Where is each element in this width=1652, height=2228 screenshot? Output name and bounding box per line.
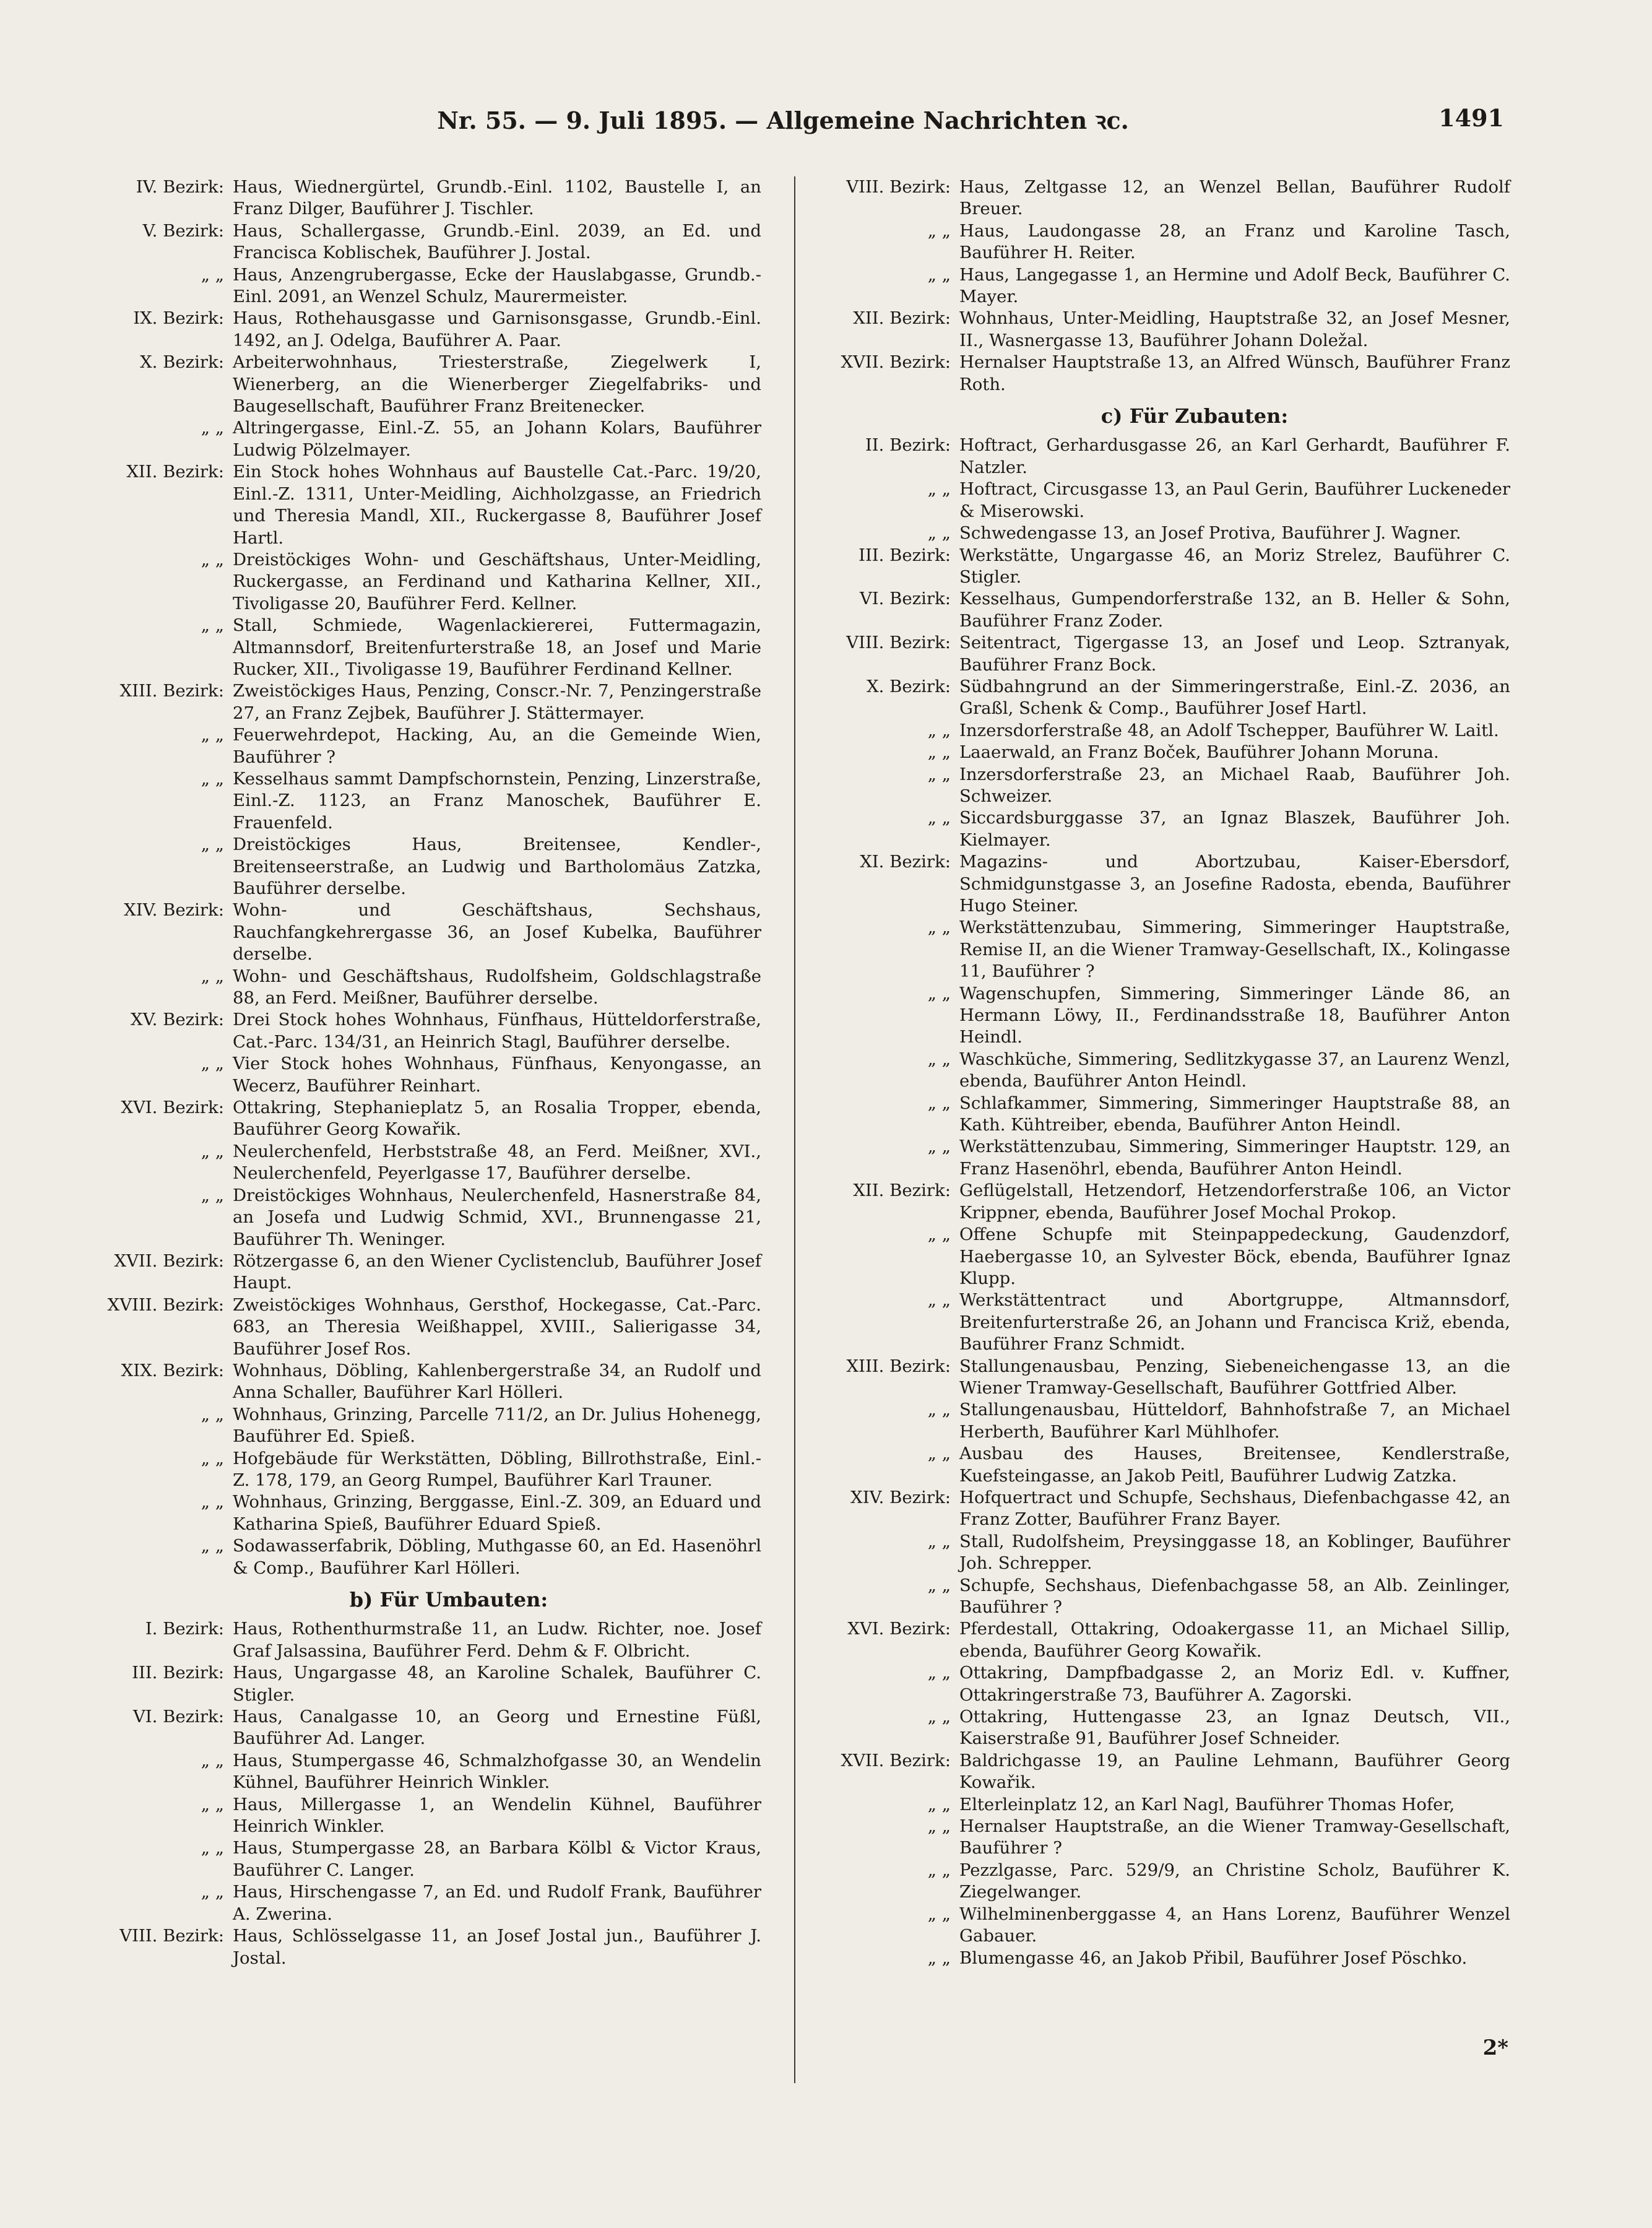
list-item xyxy=(805,676,1510,720)
list-item xyxy=(805,1443,1510,1487)
page-number: 1491 xyxy=(1438,104,1504,132)
entry-text: Haus, Laudongasse 28, an Franz und Karoline Tasch, Bauführer H. Reiter. xyxy=(959,220,1510,263)
district-label: „ „ xyxy=(201,264,224,285)
list-item xyxy=(805,479,1510,522)
district-label: „ „ xyxy=(927,720,951,740)
list-item xyxy=(805,1662,1510,1706)
list-item xyxy=(62,1294,761,1360)
district-label: „ „ xyxy=(201,725,224,745)
entry-text: Inzersdorferstraße 48, an Adolf Tschepper, Bauführer W. Laitl. xyxy=(959,720,1499,740)
district-label: „ „ xyxy=(927,1794,951,1814)
district-label: „ „ xyxy=(201,615,224,636)
header-title: Nr. 55. — 9. Juli 1895. — Allgemeine Nachrichten ⁠ꝛc. xyxy=(437,106,1129,134)
list-item xyxy=(62,1618,761,1662)
list-item xyxy=(62,1141,761,1185)
list-item xyxy=(805,588,1510,632)
entry-text: Werkstättentract und Abortgruppe, Altmannsdorf, Breitenfurterstraße 26, an Johann und Francisca Križ, ebenda, Bauführer Franz Schmidt. xyxy=(959,1290,1510,1355)
district-label: „ „ xyxy=(201,1141,224,1161)
list-item xyxy=(805,1180,1510,1224)
entry-text: Stallungenausbau, Hütteldorf, Bahnhofstraße 7, an Michael Herberth, Bauführer Karl Mühlhofer. xyxy=(959,1400,1510,1442)
entry-text: Pferdestall, Ottakring, Odoakergasse 11, an Michael Sillip, ebenda, Bauführer Georg Kowařik. xyxy=(959,1619,1510,1661)
list-item xyxy=(62,615,761,680)
list-item xyxy=(62,1053,761,1097)
district-label: „ „ xyxy=(927,1707,951,1727)
district-label: „ „ xyxy=(927,220,951,241)
district-label: XIII. Bezirk: xyxy=(119,681,224,701)
list-item xyxy=(62,1448,761,1492)
district-label: „ „ xyxy=(927,1137,951,1157)
entry-text: Wohnhaus, Unter-Meidling, Hauptstraße 32, an Josef Mesner, II., Wasnergasse 13, Bauführer Johann Doležal. xyxy=(959,308,1510,350)
entry-text: Magazins- und Abortzubau, Kaiser-Ebersdorf, Schmidgunstgasse 3, an Josefine Radosta, ebenda, Bauführer Hugo Steiner. xyxy=(959,852,1510,916)
district-label: „ „ xyxy=(201,834,224,855)
entry-text: Haus, Canalgasse 10, an Georg und Ernestine Füßl, Bauführer Ad. Langer. xyxy=(233,1707,761,1749)
list-item xyxy=(805,435,1510,479)
list-item xyxy=(805,720,1510,742)
district-label: XII. Bezirk: xyxy=(853,308,951,329)
entry-text: Schlafkammer, Simmering, Simmeringer Hauptstraße 88, an Kath. Kühtreiber, ebenda, Bauführer Anton Heindl. xyxy=(959,1093,1510,1135)
entry-text: Haus, Millergasse 1, an Wendelin Kühnel, Bauführer Heinrich Winkler. xyxy=(233,1794,761,1837)
entry-text: Haus, Rothehausgasse und Garnisonsgasse, Grundb.-Einl. 1492, an J. Odelga, Bauführer A. Paar. xyxy=(233,308,761,350)
district-label: II. Bezirk: xyxy=(865,435,951,456)
list-item xyxy=(805,917,1510,982)
entry-text: Dreistöckiges Wohnhaus, Neulerchenfeld, Hasnerstraße 84, an Josefa und Ludwig Schmid, XVI., Brunnengasse 21, Bauführer Th. Weninger. xyxy=(233,1185,761,1249)
list-item xyxy=(62,308,761,352)
list-item xyxy=(62,176,761,220)
list-item xyxy=(805,1487,1510,1531)
list-item xyxy=(805,1706,1510,1750)
district-label: „ „ xyxy=(927,1400,951,1420)
list-item xyxy=(805,1794,1510,1816)
list-item xyxy=(805,1399,1510,1443)
list-item xyxy=(62,1009,761,1053)
entry-text: Siccardsburggasse 37, an Ignaz Blaszek, Bauführer Joh. Kielmayer. xyxy=(959,808,1510,850)
list-item xyxy=(805,522,1510,544)
entry-text: Ottakring, Dampfbadgasse 2, an Moriz Edl. v. Kuffner, Ottakringerstraße 73, Bauführer A. Zagorski. xyxy=(959,1663,1510,1705)
district-label: „ „ xyxy=(201,1882,224,1902)
district-label: XVII. Bezirk: xyxy=(841,1750,951,1771)
entry-text: Hofquertract und Schupfe, Sechshaus, Diefenbachgasse 42, an Franz Zotter, Bauführer Franz Bayer. xyxy=(959,1487,1510,1530)
district-label: „ „ xyxy=(927,1860,951,1880)
district-label: „ „ xyxy=(927,1444,951,1464)
left-column xyxy=(62,176,761,1969)
list-item xyxy=(805,176,1510,220)
entry-text: Stallungenausbau, Penzing, Siebeneichengasse 13, an die Wiener Tramway-Gesellschaft, Bauführer Gottfried Alber. xyxy=(959,1356,1510,1398)
district-label: „ „ xyxy=(201,768,224,789)
entry-text: Seitentract, Tigergasse 13, an Josef und Leop. Sztranyak, Bauführer Franz Bock. xyxy=(959,633,1510,675)
entry-text: Dreistöckiges Haus, Breitensee, Kendler-, Breitenseerstraße, an Ludwig und Bartholomäus Zatzka, Bauführer derselbe. xyxy=(233,834,761,898)
entry-text: Geflügelstall, Hetzendorf, Hetzendorferstraße 106, an Victor Krippner, ebenda, Bauführer Josef Mochal Prokop. xyxy=(959,1181,1510,1223)
district-label: „ „ xyxy=(927,1575,951,1595)
list-item xyxy=(805,807,1510,851)
entry-text: Offene Schupfe mit Steinpappedeckung, Gaudenzdorf, Haebergasse 10, an Sylvester Böck, ebenda, Bauführer Ignaz Klupp. xyxy=(959,1225,1510,1288)
district-label: „ „ xyxy=(927,523,951,544)
district-label: „ „ xyxy=(201,1492,224,1512)
list-item xyxy=(805,220,1510,264)
list-item xyxy=(805,1224,1510,1290)
entry-text: Haus, Anzengrubergasse, Ecke der Hauslabgasse, Grundb.-Einl. 2091, an Wenzel Schulz, Maurermeister. xyxy=(233,264,761,307)
district-label: „ „ xyxy=(201,1750,224,1771)
district-label: XVII. Bezirk: xyxy=(841,352,951,373)
district-label: „ „ xyxy=(927,1663,951,1683)
page-header xyxy=(62,104,1504,147)
entry-text: Hofgebäude für Werkstätten, Döbling, Billrothstraße, Einl.-Z. 178, 179, an Georg Rumpel, Bauführer Karl Trauner. xyxy=(233,1448,761,1490)
entry-text: Pezzlgasse, Parc. 529/9, an Christine Scholz, Bauführer K. Ziegelwanger. xyxy=(959,1860,1510,1902)
list-item xyxy=(62,768,761,834)
entry-text: Südbahngrund an der Simmeringerstraße, Einl.-Z. 2036, an Graßl, Schenk & Comp., Bauführer Josef Hartl. xyxy=(959,676,1510,719)
entry-text: Werkstätte, Ungargasse 46, an Moriz Strelez, Bauführer C. Stigler. xyxy=(959,545,1510,587)
district-label: „ „ xyxy=(201,1185,224,1205)
entry-text: Blumengasse 46, an Jakob Přibil, Bauführer Josef Pöschko. xyxy=(959,1948,1468,1968)
entry-text: Baldrichgasse 19, an Pauline Lehmann, Bauführer Georg Kowařik. xyxy=(959,1750,1510,1793)
entry-text: Haus, Zeltgasse 12, an Wenzel Bellan, Bauführer Rudolf Breuer. xyxy=(959,177,1510,219)
list-item xyxy=(62,1251,761,1294)
entry-text: Sodawasserfabrik, Döbling, Muthgasse 60, an Ed. Hasenöhrl & Comp., Bauführer Karl Hölleri. xyxy=(233,1536,761,1578)
entry-text: Wagenschupfen, Simmering, Simmeringer Lände 86, an Hermann Löwy, II., Ferdinandsstraße 18, Bauführer Anton Heindl. xyxy=(959,983,1510,1047)
district-label: „ „ xyxy=(927,917,951,938)
district-label: X. Bezirk: xyxy=(867,676,951,696)
district-label: „ „ xyxy=(201,1054,224,1074)
entry-text: Arbeiterwohnhaus, Triesterstraße, Ziegelwerk I, Wienerberg, an die Wienerberger Ziegelfabriks- und Baugesellschaft, Bauführer Franz Breitenecker. xyxy=(233,352,761,417)
entry-text: Haus, Wiednergürtel, Grundb.-Einl. 1102, Baustelle I, an Franz Dilger, Bauführer J. Tischler. xyxy=(233,177,761,219)
list-item xyxy=(62,1404,761,1448)
district-label: V. Bezirk: xyxy=(142,220,224,241)
list-item xyxy=(62,352,761,417)
entry-text: Altringergasse, Einl.-Z. 55, an Johann Kolars, Bauführer Ludwig Pölzelmayer. xyxy=(233,418,761,460)
column-divider xyxy=(794,176,795,2083)
section-heading: c) Für Zubauten: xyxy=(1101,404,1289,428)
entry-text: Waschküche, Simmering, Sedlitzkygasse 37, an Laurenz Wenzl, ebenda, Bauführer Anton Heindl. xyxy=(959,1049,1510,1091)
entry-text: Zweistöckiges Wohnhaus, Gersthof, Hockegasse, Cat.-Parc. 683, an Theresia Weißhappel, XVIII., Salierigasse 34, Bauführer Josef Ros. xyxy=(233,1294,761,1359)
list-item xyxy=(805,851,1510,917)
district-label: „ „ xyxy=(201,1404,224,1424)
list-item xyxy=(805,742,1510,763)
entry-text: Elterleinplatz 12, an Karl Nagl, Bauführer Thomas Hofer, xyxy=(959,1794,1455,1814)
district-label: XV. Bezirk: xyxy=(131,1010,224,1030)
list-item xyxy=(805,1049,1510,1093)
district-label: XII. Bezirk: xyxy=(853,1181,951,1201)
district-label: „ „ xyxy=(201,966,224,986)
entry-text: Haus, Rothenthurmstraße 11, an Ludw. Richter, noe. Josef Graf Jalsassina, Bauführer Ferd. Dehm & F. Olbricht. xyxy=(233,1619,761,1661)
district-label: III. Bezirk: xyxy=(132,1663,224,1683)
list-item xyxy=(62,1925,761,1969)
list-item xyxy=(805,1093,1510,1137)
entry-text: Haus, Schlösselgasse 11, an Josef Jostal jun., Bauführer J. Jostal. xyxy=(233,1926,761,1968)
entry-text: Feuerwehrdepot, Hacking, Au, an die Gemeinde Wien, Bauführer ? xyxy=(233,725,761,767)
district-label: XVIII. Bezirk: xyxy=(107,1294,224,1315)
district-label: „ „ xyxy=(201,1536,224,1556)
district-label: „ „ xyxy=(927,1948,951,1968)
list-item xyxy=(805,545,1510,589)
district-label: „ „ xyxy=(201,1838,224,1858)
entry-text: Hernalser Hauptstraße, an die Wiener Tramway-Gesellschaft, Bauführer ? xyxy=(959,1816,1510,1858)
entry-text: Haus, Langegasse 1, an Hermine und Adolf Beck, Bauführer C. Mayer. xyxy=(959,264,1510,307)
list-item xyxy=(805,1290,1510,1355)
list-item xyxy=(805,1136,1510,1180)
list-item xyxy=(62,1185,761,1251)
entry-text: Kesselhaus, Gumpendorferstraße 132, an B. Heller & Sohn, Bauführer Franz Zoder. xyxy=(959,589,1510,631)
entry-text: Hernalser Hauptstraße 13, an Alfred Wünsch, Bauführer Franz Roth. xyxy=(959,352,1510,394)
entry-text: Wohn- und Geschäftshaus, Sechshaus, Rauchfangkehrergasse 36, an Josef Kubelka, Bauführer derselbe. xyxy=(233,900,761,964)
district-label: „ „ xyxy=(927,1904,951,1924)
district-label: „ „ xyxy=(927,479,951,500)
district-label: „ „ xyxy=(927,1290,951,1311)
district-label: XVI. Bezirk: xyxy=(121,1098,224,1118)
district-label: „ „ xyxy=(927,264,951,285)
district-label: „ „ xyxy=(201,549,224,570)
district-label: VIII. Bezirk: xyxy=(846,633,951,653)
entry-text: Wohnhaus, Grinzing, Berggasse, Einl.-Z. 309, an Eduard und Katharina Spieß, Bauführer Eduard Spieß. xyxy=(233,1492,761,1534)
entry-text: Hoftract, Circusgasse 13, an Paul Gerin, Bauführer Luckeneder & Miserowski. xyxy=(959,479,1510,521)
district-label: IX. Bezirk: xyxy=(133,308,224,329)
entry-text: Laaerwald, an Franz Boček, Bauführer Johann Moruna. xyxy=(959,742,1439,763)
district-label: „ „ xyxy=(927,983,951,1003)
list-item xyxy=(62,680,761,724)
entry-text: Drei Stock hohes Wohnhaus, Fünfhaus, Hütteldorferstraße, Cat.-Parc. 134/31, an Heinrich Stagl, Bauführer derselbe. xyxy=(233,1010,761,1052)
district-label: III. Bezirk: xyxy=(858,545,951,565)
list-item xyxy=(805,764,1510,808)
list-item xyxy=(805,1816,1510,1860)
district-label: VI. Bezirk: xyxy=(859,589,951,609)
district-label: XIV. Bezirk: xyxy=(850,1487,951,1507)
entry-text: Haus, Stumpergasse 28, an Barbara Kölbl & Victor Kraus, Bauführer C. Langer. xyxy=(233,1838,761,1880)
district-label: „ „ xyxy=(927,1225,951,1245)
sheet-signature: 2* xyxy=(1482,2035,1508,2060)
list-item xyxy=(805,1618,1510,1662)
district-label: „ „ xyxy=(927,808,951,828)
entry-text: Werkstättenzubau, Simmering, Simmeringer Hauptstraße, Remise II, an die Wiener Tramway-Gesellschaft, IX., Kolingasse 11, Bauführer ? xyxy=(959,917,1510,982)
entry-text: Ottakring, Huttengasse 23, an Ignaz Deutsch, VII., Kaiserstraße 91, Bauführer Josef Schneider. xyxy=(959,1707,1510,1749)
entry-text: Dreistöckiges Wohn- und Geschäftshaus, Unter-Meidling, Ruckergasse, an Ferdinand und Katharina Kellner, XII., Tivoligasse 20, Bauführer Ferd. Kellner. xyxy=(233,549,761,613)
list-item xyxy=(62,1535,761,1579)
entry-text: Hoftract, Gerhardusgasse 26, an Karl Gerhardt, Bauführer F. Natzler. xyxy=(959,435,1510,477)
entry-text: Haus, Stumpergasse 46, Schmalzhofgasse 30, an Wendelin Kühnel, Bauführer Heinrich Winkler. xyxy=(233,1750,761,1793)
entry-text: Ausbau des Hauses, Breitensee, Kendlerstraße, Kuefsteingasse, an Jakob Peitl, Bauführer Ludwig Zatzka. xyxy=(959,1444,1510,1486)
list-item xyxy=(805,1531,1510,1575)
right-column xyxy=(805,176,1510,1969)
list-item xyxy=(62,1662,761,1706)
entry-text: Inzersdorferstraße 23, an Michael Raab, Bauführer Joh. Schweizer. xyxy=(959,764,1510,806)
district-label: „ „ xyxy=(201,1448,224,1468)
district-label: „ „ xyxy=(201,418,224,438)
list-item xyxy=(62,1360,761,1404)
entry-text: Wilhelminenberggasse 4, an Hans Lorenz, Bauführer Wenzel Gabauer. xyxy=(959,1904,1510,1946)
district-label: VI. Bezirk: xyxy=(132,1707,224,1727)
district-label: XIII. Bezirk: xyxy=(846,1356,951,1376)
entry-text: Schupfe, Sechshaus, Diefenbachgasse 58, an Alb. Zeinlinger, Bauführer ? xyxy=(959,1575,1510,1617)
list-item xyxy=(805,352,1510,396)
list-item xyxy=(62,1750,761,1794)
district-label: „ „ xyxy=(927,764,951,784)
list-item xyxy=(805,1904,1510,1948)
list-item xyxy=(805,1750,1510,1794)
list-item xyxy=(62,264,761,308)
entry-text: Vier Stock hohes Wohnhaus, Fünfhaus, Kenyongasse, an Wecerz, Bauführer Reinhart. xyxy=(233,1054,761,1096)
entry-text: Kesselhaus sammt Dampfschornstein, Penzing, Linzerstraße, Einl.-Z. 1123, an Franz Manoschek, Bauführer E. Frauenfeld. xyxy=(233,768,761,833)
district-label: XIX. Bezirk: xyxy=(121,1360,224,1381)
district-label: „ „ xyxy=(927,1049,951,1069)
entry-text: Rötzergasse 6, an den Wiener Cyclistenclub, Bauführer Josef Haupt. xyxy=(233,1251,761,1293)
entry-text: Stall, Rudolfsheim, Preysinggasse 18, an Koblinger, Bauführer Joh. Schrepper. xyxy=(959,1531,1510,1574)
list-item xyxy=(62,1881,761,1925)
list-item xyxy=(62,899,761,965)
district-label: XVII. Bezirk: xyxy=(114,1251,224,1271)
district-label: XVI. Bezirk: xyxy=(847,1619,951,1639)
list-item xyxy=(62,834,761,899)
entry-text: Haus, Hirschengasse 7, an Ed. und Rudolf Frank, Bauführer A. Zwerina. xyxy=(233,1882,761,1924)
list-item xyxy=(62,417,761,461)
list-item xyxy=(805,308,1510,352)
list-item xyxy=(805,983,1510,1049)
district-label: XI. Bezirk: xyxy=(860,852,951,872)
list-item xyxy=(62,1491,761,1535)
district-label: „ „ xyxy=(927,1531,951,1551)
section-heading: b) Für Umbauten: xyxy=(349,1588,548,1611)
district-label: VIII. Bezirk: xyxy=(846,177,951,197)
entry-text: Zweistöckiges Haus, Penzing, Conscr.-Nr. 7, Penzingerstraße 27, an Franz Zejbek, Bauführer J. Stättermayer. xyxy=(233,681,761,723)
list-item xyxy=(62,966,761,1010)
entry-text: Stall, Schmiede, Wagenlackiererei, Futtermagazin, Altmannsdorf, Breitenfurterstraße 18, an Josef und Marie Rucker, XII., Tivoligasse 19, Bauführer Ferdinand Kellner. xyxy=(233,615,761,679)
list-item xyxy=(62,1706,761,1750)
district-label: „ „ xyxy=(201,1794,224,1814)
entry-text: Ottakring, Stephanieplatz 5, an Rosalia Tropper, ebenda, Bauführer Georg Kowařik. xyxy=(233,1098,761,1140)
district-label: „ „ xyxy=(927,1816,951,1837)
district-label: XII. Bezirk: xyxy=(126,462,224,482)
district-label: I. Bezirk: xyxy=(145,1619,224,1639)
list-item xyxy=(62,724,761,768)
list-item xyxy=(62,1097,761,1141)
list-item xyxy=(62,461,761,549)
list-item xyxy=(805,1356,1510,1400)
entry-text: Haus, Schallergasse, Grundb.-Einl. 2039, an Ed. und Francisca Koblischek, Bauführer J. Jostal. xyxy=(233,220,761,263)
list-item xyxy=(805,264,1510,308)
entry-text: Schwedengasse 13, an Josef Protiva, Bauführer J. Wagner. xyxy=(959,523,1461,544)
entry-text: Wohnhaus, Döbling, Kahlenbergerstraße 34, an Rudolf und Anna Schaller, Bauführer Karl Hölleri. xyxy=(233,1360,761,1403)
district-label: VIII. Bezirk: xyxy=(119,1926,224,1946)
entry-text: Wohnhaus, Grinzing, Parcelle 711/2, an Dr. Julius Hohenegg, Bauführer Ed. Spieß. xyxy=(233,1404,761,1447)
entry-text: Ein Stock hohes Wohnhaus auf Baustelle Cat.-Parc. 19/20, Einl.-Z. 1311, Unter-Meidling, Aichholzgasse, an Friedrich und Theresia Mandl, XII., Ruckergasse 8, Bauführer Josef Hartl. xyxy=(233,462,761,548)
entry-text: Haus, Ungargasse 48, an Karoline Schalek, Bauführer C. Stigler. xyxy=(233,1663,761,1705)
list-item xyxy=(62,549,761,615)
district-label: X. Bezirk: xyxy=(140,352,224,373)
district-label: „ „ xyxy=(927,742,951,763)
list-item xyxy=(805,1948,1510,1969)
list-item xyxy=(805,1575,1510,1619)
entry-text: Neulerchenfeld, Herbststraße 48, an Ferd. Meißner, XVI., Neulerchenfeld, Peyerlgasse 17, Bauführer derselbe. xyxy=(233,1141,761,1184)
list-item xyxy=(805,632,1510,676)
entry-text: Werkstättenzubau, Simmering, Simmeringer Hauptstr. 129, an Franz Hasenöhrl, ebenda, Bauführer Anton Heindl. xyxy=(959,1137,1510,1179)
list-item xyxy=(62,1837,761,1881)
list-item xyxy=(805,1860,1510,1904)
district-label: „ „ xyxy=(927,1093,951,1113)
district-label: XIV. Bezirk: xyxy=(124,900,224,921)
district-label: IV. Bezirk: xyxy=(136,177,224,197)
list-item xyxy=(62,220,761,264)
entry-text: Wohn- und Geschäftshaus, Rudolfsheim, Goldschlagstraße 88, an Ferd. Meißner, Bauführer derselbe. xyxy=(233,966,761,1008)
list-item xyxy=(62,1794,761,1838)
